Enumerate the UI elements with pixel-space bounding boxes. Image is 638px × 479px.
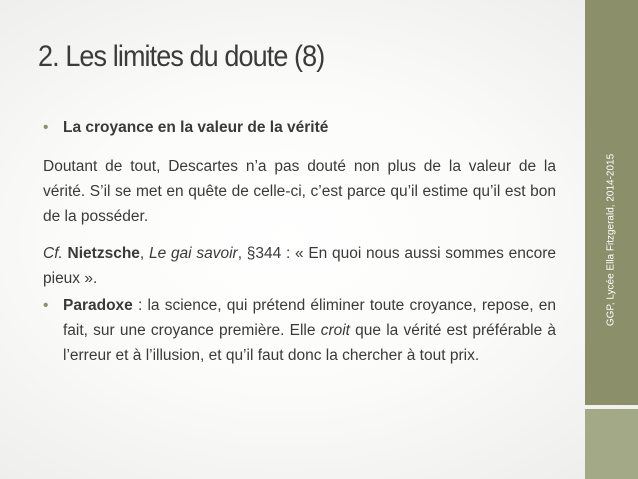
sidebar <box>585 0 638 479</box>
sidebar-credit: GGP, Lycée Ella Fitzgerald, 2014-2015 <box>605 153 617 327</box>
sidebar-bottom-band <box>585 409 638 479</box>
paradoxe-label: Paradoxe <box>63 297 133 314</box>
cf-label: Cf. <box>43 245 63 262</box>
bullet-heading: La croyance en la valeur de la vérité <box>63 119 329 136</box>
bullet-dot-icon: • <box>43 297 49 314</box>
bullet-croyance <box>43 115 556 140</box>
work-title: Le gai savoir <box>148 245 238 262</box>
slide-content <box>43 115 556 368</box>
citation-text: , §344 : « En quoi nous aussi sommes encore pieux ». <box>43 245 556 287</box>
bullet-paradoxe: • Paradoxe : la science, qui prétend éliminer toute croyance, repose, en fait, sur une croyance première. Elle croit que la vérité est préférable à l’erreur et à l’illusion, et qu’il faut donc la chercher à tout prix. <box>43 293 556 368</box>
croit-word: croit <box>320 322 350 339</box>
author-name: Nietzsche <box>67 245 140 262</box>
paragraph-nietzsche: Cf. Nietzsche, Le gai savoir, §344 : « En quoi nous aussi sommes encore pieux ». <box>43 245 556 287</box>
paragraph-descartes: Doutant de tout, Descartes n’a pas douté non plus de la valeur de la vérité. S’il se met en quête de celle-ci, c’est parce qu’il estime qu’il est bon de la posséder. <box>43 158 556 225</box>
slide-title: 2. Les limites du doute (8) <box>38 40 325 73</box>
bullet-dot-icon: • <box>43 119 49 136</box>
